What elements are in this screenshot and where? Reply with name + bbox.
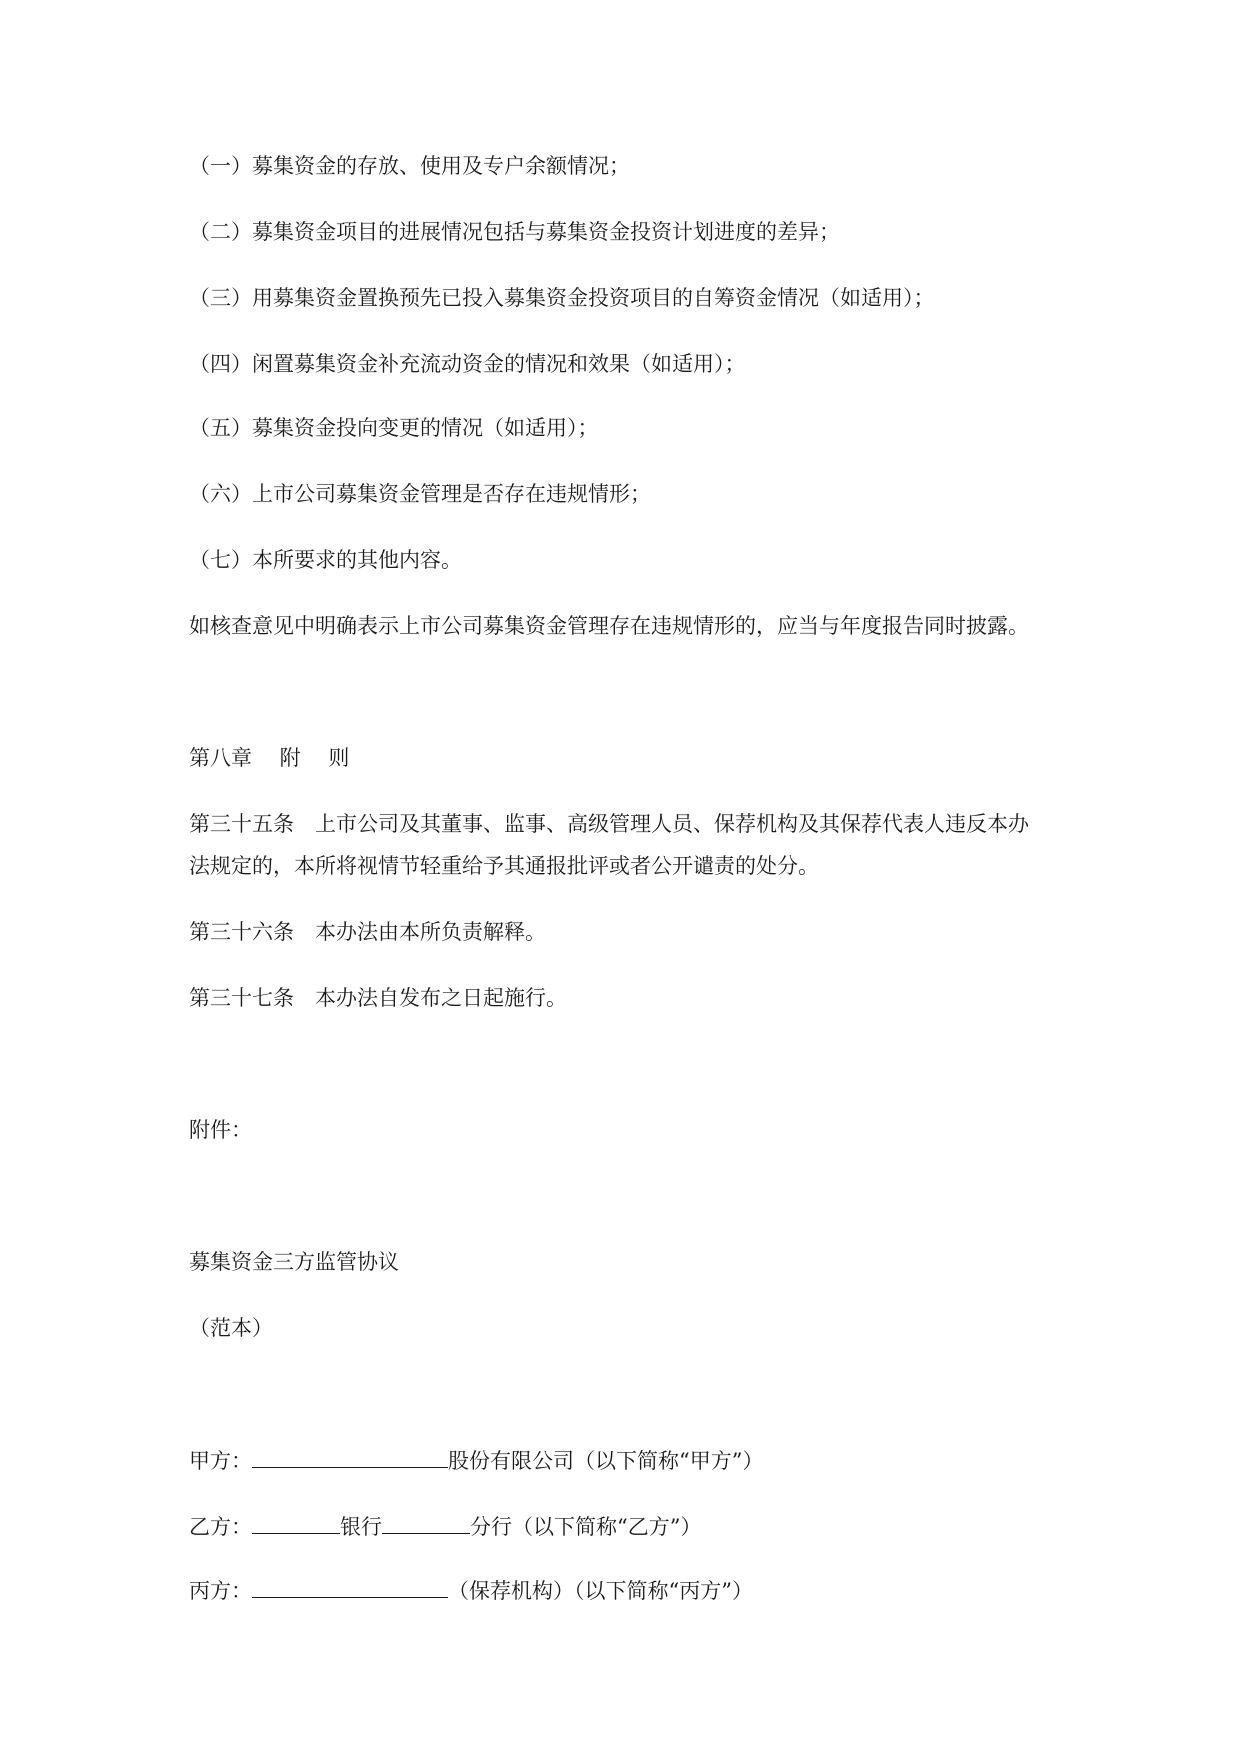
article-35-line-2: 法规定的，本所将视情节轻重给予其通报批评或者公开谴责的处分。	[189, 854, 819, 878]
party-b-middle: 银行	[340, 1515, 382, 1539]
party-b-label: 乙方：	[189, 1515, 252, 1539]
article-37: 第三十七条 本办法自发布之日起施行。	[189, 986, 567, 1010]
attachment-label: 附件：	[189, 1118, 252, 1142]
party-a-label: 甲方：	[189, 1449, 252, 1473]
party-a-blank	[252, 1445, 448, 1468]
article-35-line-1: 第三十五条 上市公司及其董事、监事、高级管理人员、保荐机构及其保荐代表人违反本办	[189, 812, 1029, 836]
party-a-line	[189, 1445, 763, 1476]
list-item-3: （三）用募集资金置换预先已投入募集资金投资项目的自筹资金情况（如适用）；	[189, 286, 935, 310]
list-item-6: （六）上市公司募集资金管理是否存在违规情形；	[189, 482, 651, 506]
party-b-bank-blank	[252, 1511, 340, 1534]
list-item-7: （七）本所要求的其他内容。	[189, 548, 462, 572]
party-b-branch-blank	[382, 1511, 470, 1534]
party-a-suffix: 股份有限公司（以下简称“甲方”）	[448, 1449, 764, 1473]
list-item-4: （四）闲置募集资金补充流动资金的情况和效果（如适用）；	[189, 352, 746, 376]
party-b-line	[189, 1511, 701, 1542]
agreement-subtitle: （范本）	[189, 1316, 273, 1340]
article-36: 第三十六条 本办法由本所负责解释。	[189, 920, 546, 944]
disclosure-paragraph: 如核查意见中明确表示上市公司募集资金管理存在违规情形的，应当与年度报告同时披露。	[189, 614, 1029, 638]
party-c-suffix: （保荐机构）（以下简称“丙方”）	[448, 1579, 753, 1603]
party-c-line	[189, 1575, 753, 1606]
party-c-label: 丙方：	[189, 1579, 252, 1603]
list-item-1: （一）募集资金的存放、使用及专户余额情况；	[189, 154, 630, 178]
list-item-2: （二）募集资金项目的进展情况包括与募集资金投资计划进度的差异；	[189, 220, 840, 244]
agreement-title: 募集资金三方监管协议	[189, 1250, 399, 1274]
chapter-heading: 第八章 附 则	[189, 746, 350, 770]
list-item-5: （五）募集资金投向变更的情况（如适用）；	[189, 416, 599, 440]
party-c-blank	[252, 1575, 448, 1598]
party-b-suffix: 分行（以下简称“乙方”）	[470, 1515, 702, 1539]
